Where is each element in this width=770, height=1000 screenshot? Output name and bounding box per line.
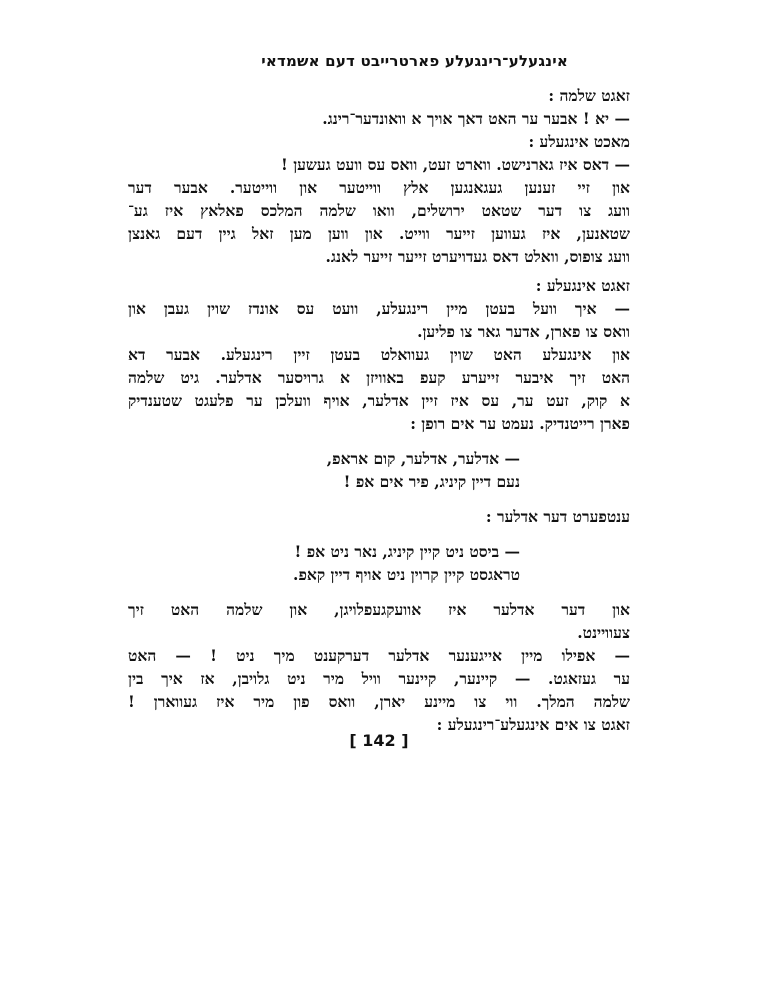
paragraph-line: וועג צופוס, וואלט דאס געדויערט זייער זייער לאנג. <box>325 247 630 266</box>
verse-line: נעם דיין קיניג, פיר אים אפ ! <box>343 472 520 491</box>
paragraph-line: צעוויינט. <box>577 623 630 642</box>
verse-line: — ביסט ניט קיין קיניג, נאר ניט אפ ! <box>294 542 520 561</box>
verse-line: — אדלער, אדלער, קום אראפ, <box>326 449 520 468</box>
speaker-line: זאגט שלמה : <box>548 86 630 105</box>
speaker-line: זאגט אינגעלע : <box>535 276 630 295</box>
verse-block <box>128 447 630 493</box>
verse-line: טראגסט קיין קרוין ניט אויף דיין קאפ. <box>293 565 520 584</box>
dialogue-line: וואס צו פארן, אדער גאר צו פליען. <box>417 322 630 341</box>
paragraph-line: און דער אדלער איז אוועקגעפלויגן, און שלמה האט זיך <box>128 600 630 619</box>
dialogue-line: ער געזאגט. — קיינער, קיינער וויל מיר ניט גלויבן, אז איך בין <box>128 669 630 688</box>
dialogue-line: — אפילו מיין אייגענער אדלער דערקענט מיך ניט ! — האט <box>128 646 630 665</box>
dialogue-line: — דאס איז גארנישט. ווארט זעט, וואס עס וועט געשען ! <box>281 155 630 174</box>
book-page <box>128 50 630 950</box>
paragraph-line: פארן רייטנדיק. נעמט ער אים רופן : <box>410 414 630 433</box>
speaker-line: זאגט צו אים אינגעלע־רינגעלע : <box>436 715 630 734</box>
paragraph-line: א קוק, זעט ער, עס איז זיין אדלער, אויף וועלכן ער פלעגט שטענדיק <box>128 391 630 410</box>
page-number: [ 142 ] <box>349 731 409 750</box>
paragraph-line: און זיי זענען געגאנגען אלץ ווייטער און ווייטער. אבער דער <box>128 178 630 197</box>
paragraph-line: און אינגעלע האט שוין געוואלט בעטן זיין רינגעלע. אבער דא <box>128 345 630 364</box>
paragraph-line: וועג צו דער שטאט ירושלים, וואו שלמה המלכס פאלאץ איז גע־ <box>128 201 630 220</box>
running-head: אינגעלע־רינגעלע פארטרייבט דעם אשמדאי <box>261 52 568 70</box>
verse-block <box>128 540 630 586</box>
speaker-line: ענטפערט דער אדלער : <box>485 507 630 526</box>
paragraph-line: שטאנען, איז געווען זייער ווייט. און ווען מען זאל גיין דעם גאנצן <box>128 224 630 243</box>
dialogue-line: — איך וועל בעטן מיין רינגעלע, וועט עס אונדז שוין געבן און <box>128 299 630 318</box>
dialogue-line: — יא ! אבער ער האט דאך אויך א וואונדער־רינג. <box>322 109 630 128</box>
dialogue-line: שלמה המלך. ווי צו מיינע יארן, וואס פון מיר איז געווארן ! <box>128 692 630 711</box>
speaker-line: מאכט אינגעלע : <box>528 132 630 151</box>
paragraph-line: האט זיך איבער זייערע קעפ באוויזן א גרויסער אדלער. גיט שלמה <box>128 368 630 387</box>
